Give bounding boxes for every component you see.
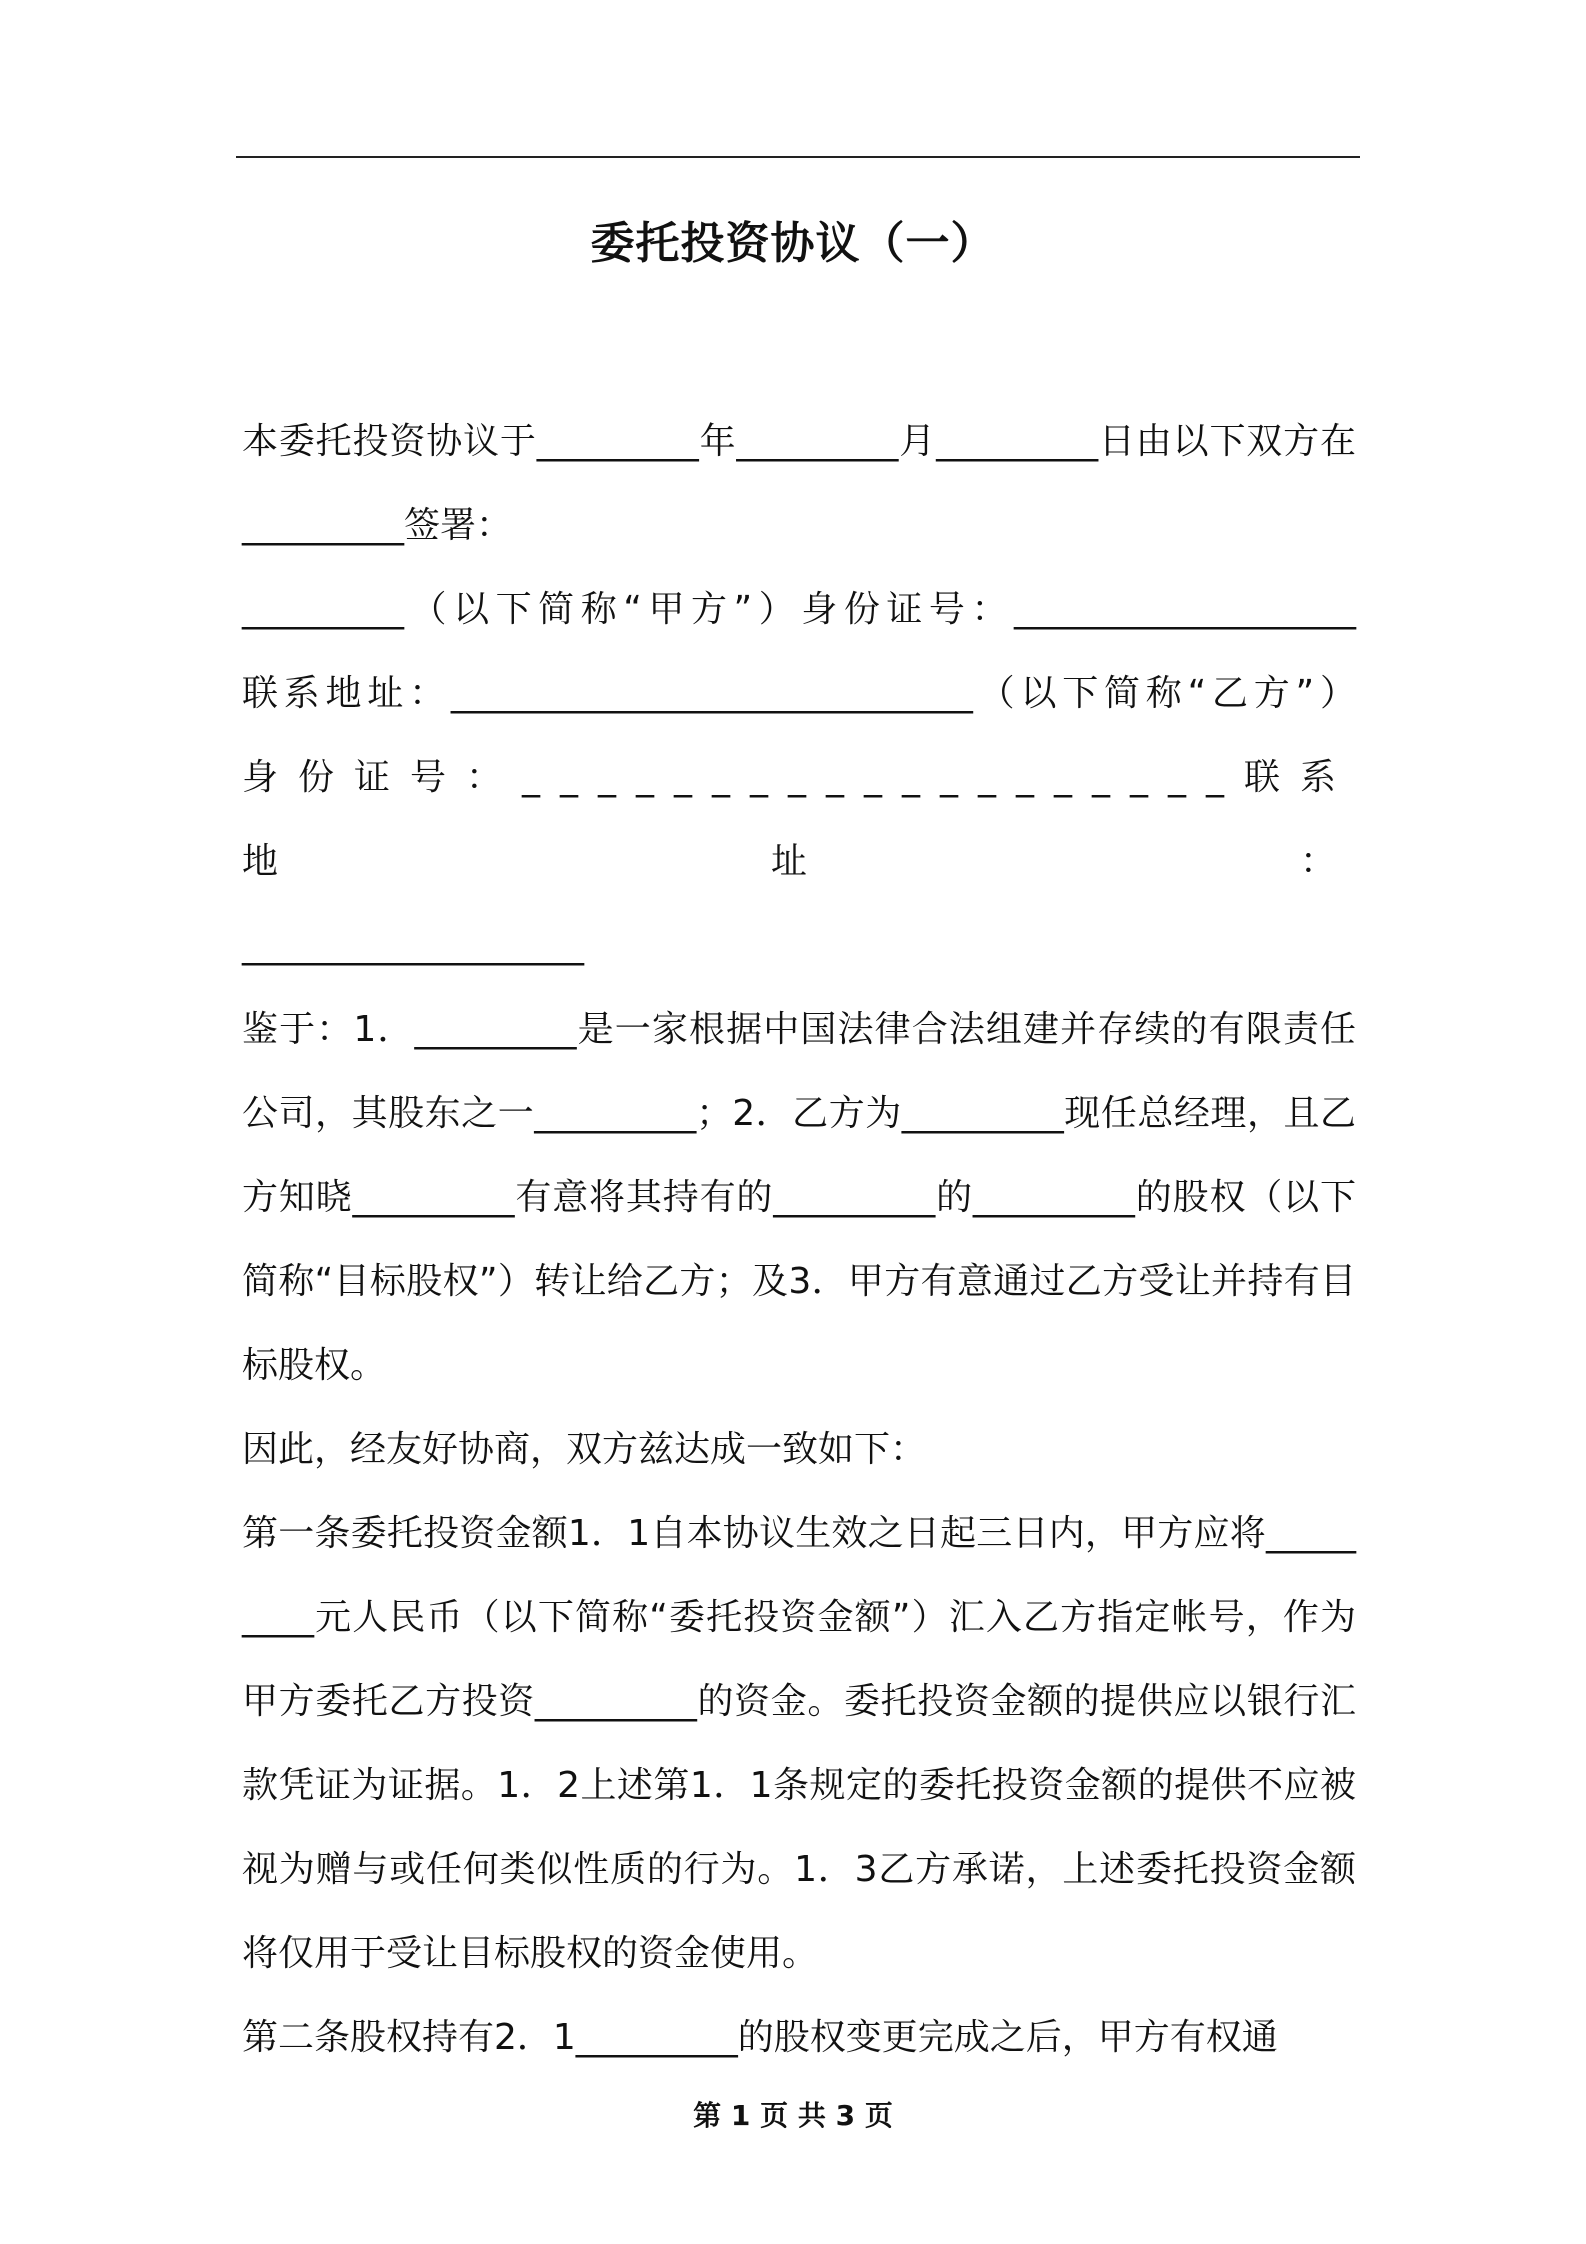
paragraph-recitals: 鉴于：1．_________是一家根据中国法律合法组建并存续的有限责任公司，其股东之一_________；2．乙方为_________现任总经理，且乙方知晓_________有意将其持有的_________的_________的股权（以下简称“目标股权”）转让给乙方；及3．甲方有意通过乙方受让并持有目标股权。 bbox=[242, 1009, 1356, 1386]
document-body bbox=[242, 400, 1356, 2080]
paragraph-article-2: 第二条股权持有2．1_________的股权变更完成之后，甲方有权通 bbox=[242, 2017, 1278, 2058]
paragraph-address-blank: ___________________ bbox=[242, 925, 584, 966]
document-title: 委托投资协议（一） bbox=[590, 218, 996, 269]
paragraph-article-1: 第一条委托投资金额1．1自本协议生效之日起三日内，甲方应将_________元人民币（以下简称“委托投资金额”）汇入乙方指定帐号，作为甲方委托乙方投资_________的资金。委托投资金额的提供应以银行汇款凭证为证据。1．2上述第1．1条规定的委托投资金额的提供不应被视为赠与或任何类似性质的行为。1．3乙方承诺，上述委托投资金额将仅用于受让目标股权的资金使用。 bbox=[242, 1513, 1356, 1974]
paragraph-signing-date: 本委托投资协议于_________年_________月_________日由以下双方在_________签署： bbox=[242, 421, 1356, 546]
paragraph-address-party-b: 联系地址：_____________________________（以下简称“乙方”） bbox=[242, 673, 1356, 714]
paragraph-party-a: _________（以下简称“甲方”）身份证号：___________________ bbox=[242, 589, 1356, 630]
header-rule bbox=[236, 156, 1360, 158]
paragraph-agreement-intro: 因此，经友好协商，双方兹达成一致如下： bbox=[242, 1429, 927, 1470]
page-number-footer: 第 1 页 共 3 页 bbox=[693, 2099, 893, 2132]
paragraph-id-address: 身份证号：___________________联系地址： bbox=[242, 757, 1357, 882]
